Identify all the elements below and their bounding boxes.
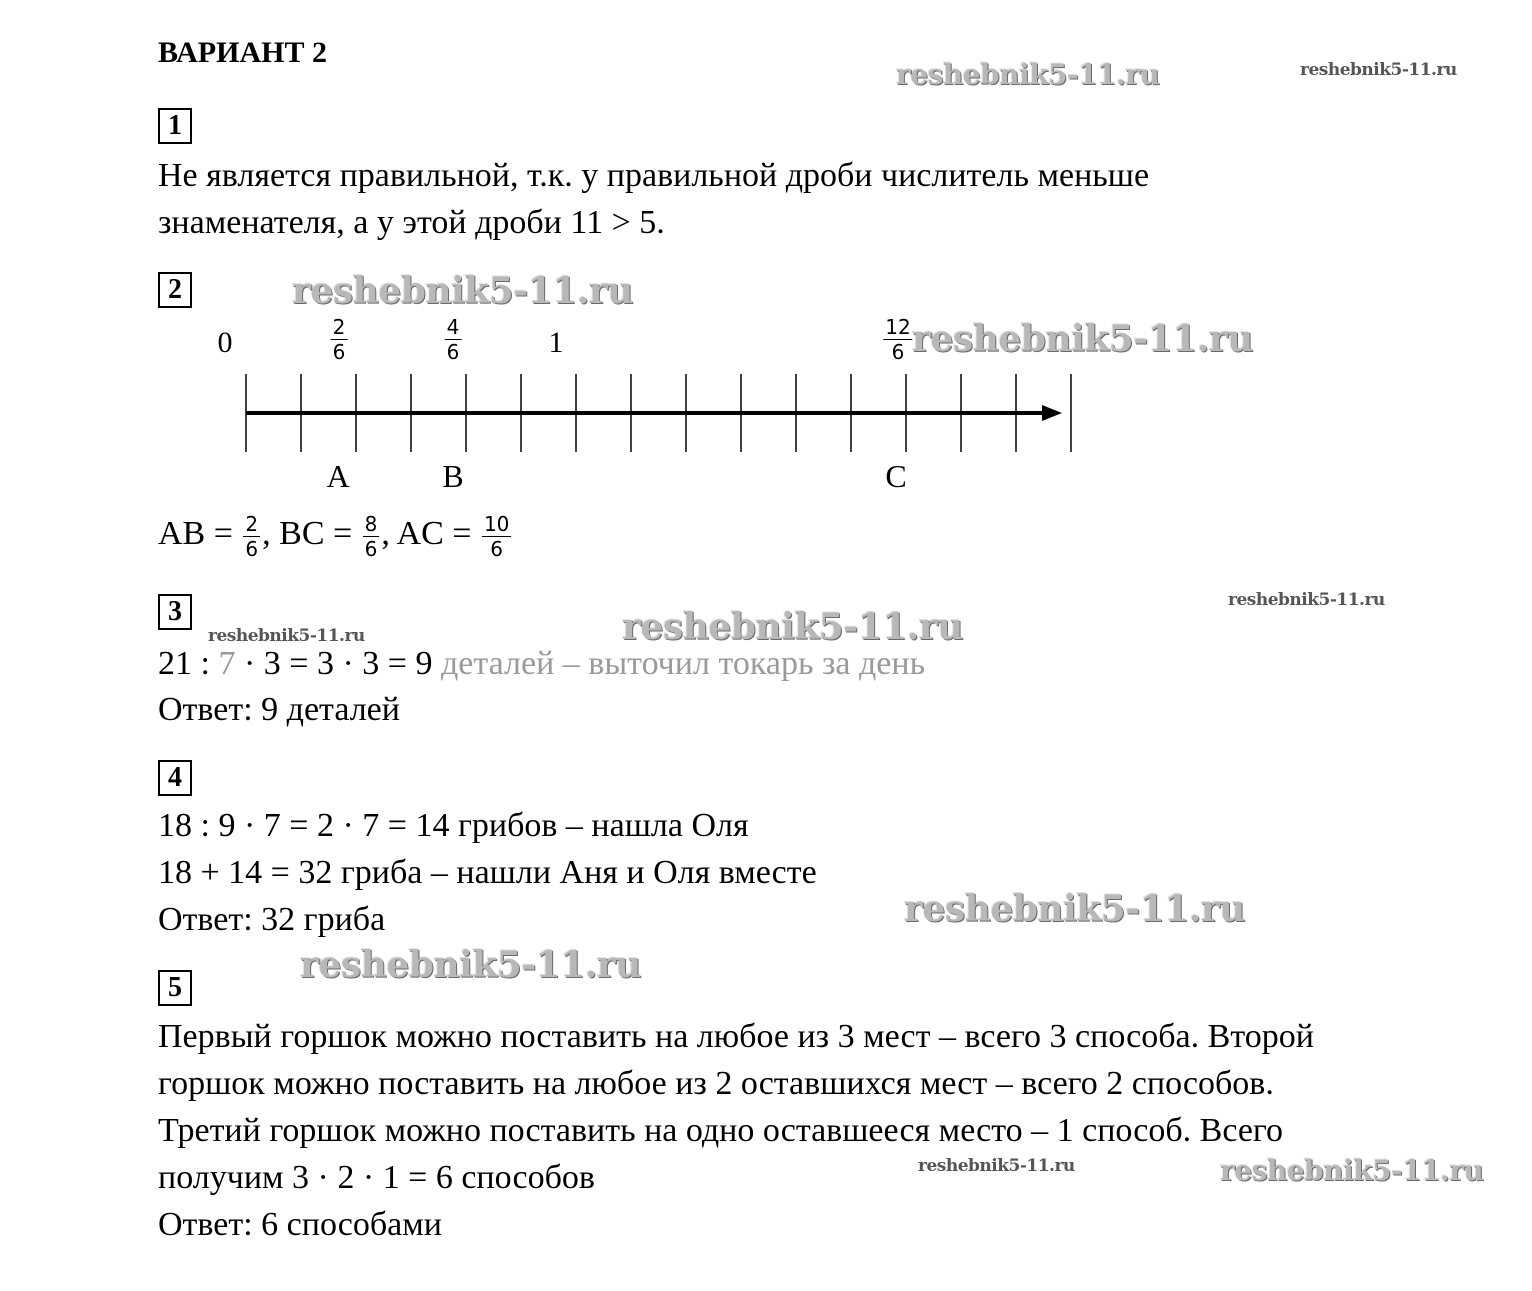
watermark: reshebnik5-11.ru: [896, 58, 1160, 91]
task-number-5: 5: [158, 970, 192, 1006]
watermark: reshebnik5-11.ru: [918, 1156, 1075, 1176]
fraction-ab: $\frac{2}{6}$: [245, 511, 259, 561]
task4-line1: 18 : 9 · 7 = 2 · 7 = 14 грибов – нашла Оля: [158, 807, 749, 844]
watermark: reshebnik5-11.ru: [622, 606, 963, 648]
task5-line2: горшок можно поставить на любое из 2 оставшихся мест – всего 2 способов.: [158, 1065, 1274, 1102]
axis-label-one: 1: [548, 326, 564, 359]
watermark: reshebnik5-11.ru: [904, 888, 1245, 930]
arrow-right-icon: [1042, 405, 1062, 421]
point-c-label: C: [885, 458, 907, 494]
task4-answer: Ответ: 32 гриба: [158, 901, 386, 938]
task-number-1: 1: [158, 108, 192, 144]
task5-line3: Третий горшок можно поставить на одно оставшееся место – 1 способ. Всего: [158, 1112, 1284, 1149]
task4-line2: 18 + 14 = 32 гриба – нашли Аня и Оля вместе: [158, 854, 817, 891]
task5-line4: получим 3 · 2 · 1 = 6 способов: [158, 1159, 595, 1196]
page-title: ВАРИАНТ 2: [158, 36, 327, 69]
watermark: reshebnik5-11.ru: [300, 944, 641, 986]
watermark: reshebnik5-11.ru: [292, 270, 633, 312]
watermark: reshebnik5-11.ru: [1228, 590, 1385, 610]
watermark: reshebnik5-11.ru: [1300, 60, 1457, 80]
task-number-3: 3: [158, 594, 192, 630]
task2-answer: AB = $\frac{2}{6}$ , BC = $\frac{8}{6}$ , AC = $\frac{10}{6}$: [158, 511, 510, 561]
watermark: reshebnik5-11.ru: [208, 626, 365, 646]
task5-line1: Первый горшок можно поставить на любое из 3 мест – всего 3 способа. Второй: [158, 1018, 1314, 1055]
task3-line1: 21 : 7 · 3 = 3 · 3 = 9 деталей – выточил токарь за день: [158, 645, 926, 682]
point-a-label: A: [326, 458, 350, 494]
task1-line2: знаменателя, а у этой дроби 11 > 5.: [158, 204, 665, 241]
task3-answer: Ответ: 9 деталей: [158, 691, 400, 728]
axis-label-zero: 0: [217, 326, 233, 359]
axis-label-two-sixths: $\frac{2}{6}$: [332, 315, 346, 364]
axis-label-four-sixths: $\frac{4}{6}$: [446, 315, 460, 364]
watermark: reshebnik5-11.ru: [912, 318, 1253, 360]
fraction-bc: $\frac{8}{6}$: [364, 511, 378, 561]
fraction-ac: $\frac{10}{6}$: [483, 511, 510, 561]
task-number-4: 4: [158, 760, 192, 796]
task5-answer: Ответ: 6 способами: [158, 1206, 442, 1243]
axis-label-twelve-sixths: $\frac{12}{6}$: [885, 315, 911, 364]
point-b-label: B: [442, 458, 464, 494]
task-number-2: 2: [158, 272, 192, 308]
watermark: reshebnik5-11.ru: [1220, 1154, 1484, 1187]
task1-line1: Не является правильной, т.к. у правильной дроби числитель меньше: [158, 157, 1150, 194]
